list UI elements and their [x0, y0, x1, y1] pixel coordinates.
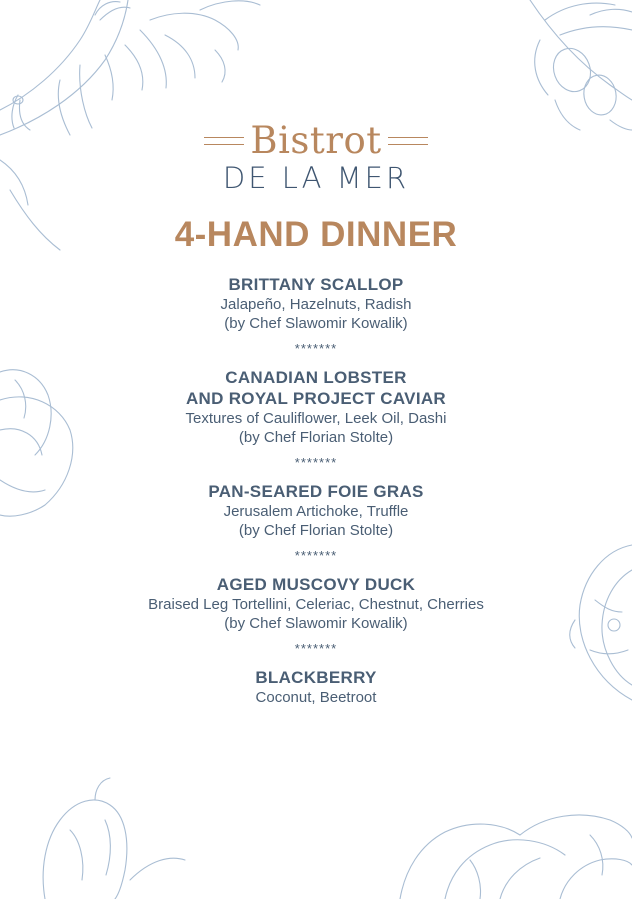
- logo-script-name: Bistrot: [250, 119, 382, 162]
- course-description: Coconut, Beetroot: [255, 689, 377, 706]
- course-2: [0, 367, 632, 447]
- course-chef: (by Chef Slawomir Kowalik): [224, 615, 408, 632]
- course-5: [0, 667, 632, 707]
- course-chef: (by Chef Slawomir Kowalik): [224, 315, 408, 332]
- course-title: BLACKBERRY: [255, 668, 377, 687]
- logo-rule-right: [388, 137, 428, 145]
- course-description: Braised Leg Tortellini, Celeriac, Chestnut, Cherries: [148, 596, 484, 613]
- course-description: Textures of Cauliflower, Leek Oil, Dashi: [185, 410, 447, 427]
- logo-script-row: [0, 118, 632, 164]
- course-title: BRITTANY SCALLOP: [228, 275, 404, 294]
- course-title: CANADIAN LOBSTER: [225, 368, 407, 387]
- course-4: [0, 574, 632, 633]
- course-title: AGED MUSCOVY DUCK: [216, 575, 416, 594]
- restaurant-logo: [0, 118, 632, 196]
- course-chef: (by Chef Florian Stolte): [238, 429, 394, 446]
- logo-rule-left: [204, 137, 244, 145]
- course-separator: *******: [294, 641, 338, 656]
- course-1: [0, 274, 632, 333]
- course-title-line-2: AND ROYAL PROJECT CAVIAR: [185, 389, 447, 408]
- olive-branch-illustration-top-right: [530, 0, 632, 130]
- course-title: PAN-SEARED FOIE GRAS: [208, 482, 424, 501]
- seafood-illustration-bottom-right: [400, 815, 632, 899]
- event-headline: 4-HAND DINNER: [174, 215, 458, 254]
- pepper-illustration-bottom-left: [43, 778, 185, 899]
- course-separator: *******: [294, 341, 338, 356]
- course-separator: *******: [294, 455, 338, 470]
- course-separator: *******: [294, 548, 338, 563]
- logo-deco-name: DE LA MER: [222, 161, 410, 195]
- course-description: Jerusalem Artichoke, Truffle: [223, 503, 409, 520]
- menu-courses: [0, 274, 632, 707]
- course-description: Jalapeño, Hazelnuts, Radish: [220, 296, 412, 313]
- course-chef: (by Chef Florian Stolte): [238, 522, 394, 539]
- course-3: [0, 481, 632, 540]
